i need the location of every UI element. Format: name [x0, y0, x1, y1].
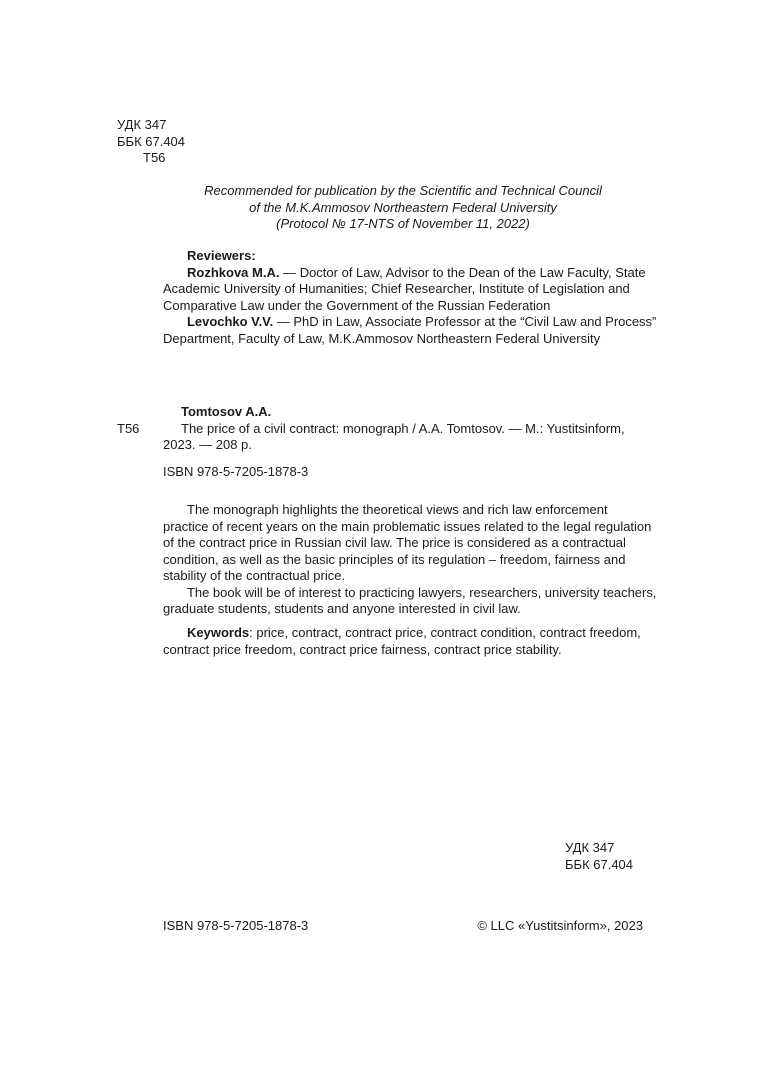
- reviewer-1-first-line: [163, 264, 646, 282]
- author-mark: Т56: [143, 150, 166, 165]
- classification-bottom: [565, 840, 633, 873]
- classification-top: [117, 117, 185, 167]
- abstract-line: stability of the contractual price.: [163, 568, 346, 583]
- catalog-mark: Т56: [117, 420, 140, 436]
- bbk-code: ББК 67.404: [565, 856, 634, 872]
- recommendation-line: of the M.K.Ammosov Northeastern Federal University: [249, 199, 557, 215]
- reviewers-block: [163, 248, 657, 347]
- abstract-line: graduate students, students and anyone interested in civil law.: [163, 601, 521, 616]
- keywords-block: [163, 625, 643, 658]
- footer-isbn: ISBN 978-5-7205-1878-3: [163, 918, 309, 933]
- reviewer-2-desc: — PhD in Law, Associate Professor at the “Civil Law and Process”: [273, 314, 657, 329]
- abstract-line: The book will be of interest to practicing lawyers, researchers, university teachers,: [187, 584, 657, 600]
- udk-code: УДК 347: [117, 117, 167, 132]
- recommendation-block: [170, 183, 636, 233]
- reviewer-2-line: Department, Faculty of Law, M.K.Ammosov Northeastern Federal University: [163, 330, 601, 346]
- keywords-line: contract price freedom, contract price fairness, contract price stability.: [163, 641, 562, 657]
- reviewer-1-name: Rozhkova M.A.: [187, 264, 280, 280]
- catalog-entry: [163, 404, 643, 454]
- udk-code: УДК 347: [565, 840, 615, 855]
- abstract-line: of the contract price in Russian civil law. The price is considered as a contractual: [163, 535, 626, 550]
- abstract-block: [163, 502, 657, 618]
- reviewer-2-name: Levochko V.V.: [187, 314, 274, 329]
- reviewer-1-desc: — Doctor of Law, Advisor to the Dean of the Law Faculty, State: [279, 264, 646, 280]
- catalog-imprint-line: 2023. — 208 p.: [163, 437, 252, 452]
- keywords-list: : price, contract, contract price, contract condition, contract freedom,: [249, 625, 641, 640]
- recommendation-line: (Protocol № 17-NTS of November 11, 2022): [276, 216, 530, 231]
- catalog-title-line: The price of a civil contract: monograph / A.A. Tomtosov. — M.: Yustitsinform,: [181, 420, 625, 436]
- bbk-code: ББК 67.404: [117, 133, 186, 149]
- abstract-line: condition, as well as the basic principles of its regulation – freedom, fairness and: [163, 551, 626, 567]
- catalog-author: Tomtosov A.A.: [181, 404, 272, 419]
- reviewers-heading: Reviewers:: [187, 248, 256, 263]
- abstract-line: The monograph highlights the theoretical views and rich law enforcement: [187, 502, 608, 517]
- catalog-isbn: ISBN 978-5-7205-1878-3: [163, 464, 309, 479]
- footer-copyright: © LLC «Yustitsinform», 2023: [477, 918, 643, 933]
- reviewer-2-first-line: [163, 314, 657, 331]
- abstract-line: practice of recent years on the main problematic issues related to the legal regulation: [163, 518, 652, 534]
- keywords-label: Keywords: [187, 625, 250, 640]
- recommendation-line: Recommended for publication by the Scientific and Technical Council: [204, 183, 602, 198]
- keywords-first-line: [163, 625, 643, 642]
- reviewer-1-line: Academic University of Humanities; Chief Researcher, Institute of Legislation and: [163, 281, 630, 296]
- reviewer-1-line: Comparative Law under the Government of the Russian Federation: [163, 297, 551, 313]
